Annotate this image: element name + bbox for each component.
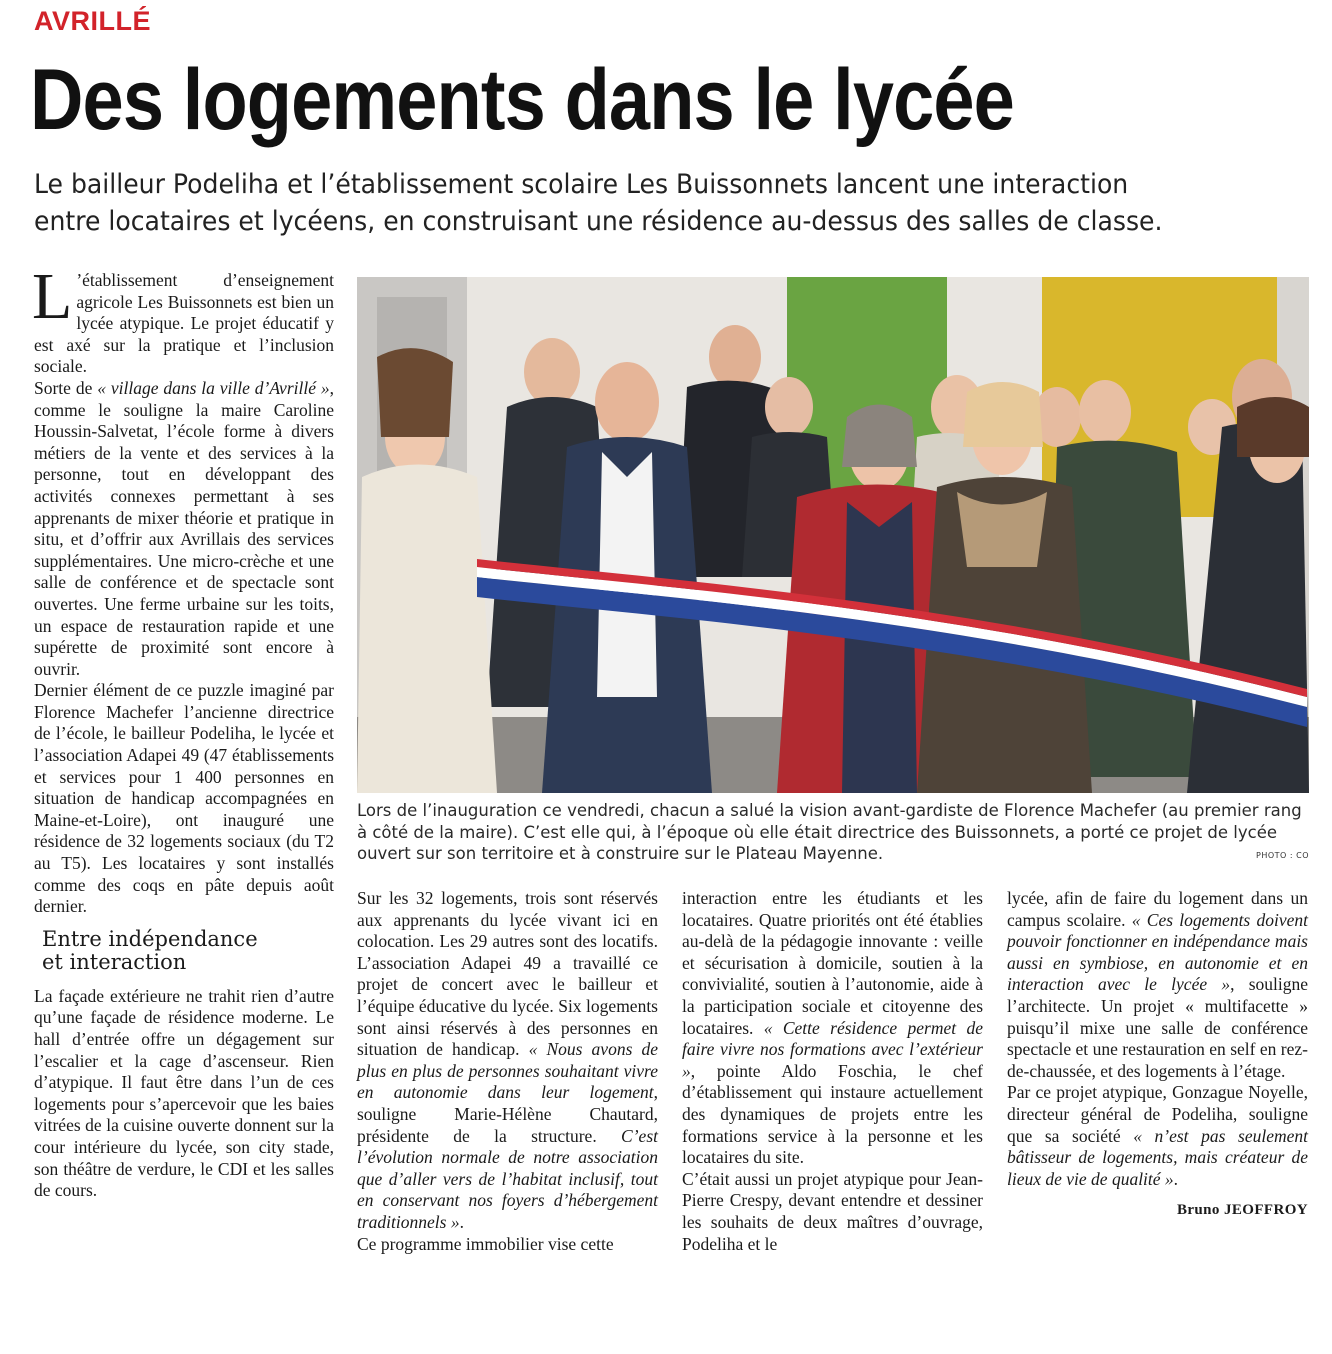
quote: « village dans la ville d’Avrillé » [97, 377, 330, 398]
chapo-line-2: entre locataires et lycéens, en construisant une résidence au-dessus des salles de classe. [34, 206, 1163, 237]
paragraph: La façade extérieure ne trahit rien d’autre qu’une façade de résidence moderne. Le hall d’entrée offre un dégagement sur l’escalier et la cage d’ascenseur. Rien d’atypique. Il faut être dans l’un de ces logements pour s’apercevoir que les baies vitrées de la cuisine ouverte donnent sur la cour intérieure du lycée, son city stade, son théâtre de verdure, le CDI et les salles de cours. [34, 985, 334, 1201]
inauguration-photo [357, 277, 1309, 793]
paragraph [357, 888, 658, 1234]
photo-illustration [357, 277, 1309, 793]
paragraph: C’était aussi un projet atypique pour Jean-Pierre Crespy, devant entendre et dessiner les souhaits de deux maîtres d’ouvrage, Podeliha et le [682, 1168, 983, 1254]
paragraph-text: , souligne l’architecte. Un projet « multifacette » puisqu’il mixe une salle de conférence spectacle et une restauration en self en rez-de-chaussée, et des logements à l’étage. [1007, 974, 1309, 1081]
quote: « Cette résidence permet de faire vivre nos formations avec l’extérieur » [682, 1017, 983, 1081]
paragraph-text: . [1173, 1168, 1179, 1189]
column-1 [32, 260, 334, 1202]
paragraph-text: lycée, afin de faire du logement dans un campus scolaire. [1007, 888, 1308, 930]
quote: « Nous avons de plus en plus de personnes souhaitant vivre en autonomie dans leur logement [357, 1039, 658, 1103]
intertitle-line: et interaction [42, 949, 187, 974]
column-3 [682, 888, 983, 1255]
kicker-location: AVRILLÉ [34, 6, 151, 36]
intertitle-line: Entre indépendance [42, 926, 258, 951]
paragraph: Ce programme immobilier vise cette [357, 1233, 614, 1254]
paragraph-text: interaction entre les étudiants et les locataires. Quatre priorités ont été établies au-delà de la pédagogie innovante : veille et sécurisation à domicile, soutien à la convivialité, soutien à l’autonomie, aide à la participation sociale et citoyenne des locataires. [682, 888, 983, 1038]
column-4 [1007, 888, 1308, 1222]
paragraph-text: , comme le souligne la maire Caroline Houssin-Salvetat, l’école forme à divers métiers de la vente et des services à la personne, tout en développant des activités connexes permettant à ses apprenants de mixer théorie et pratique in situ, et d’offrir aux Avrillais des services supplémentaires. Une micro-crèche et une salle de conférence et de spectacle sont ouvertes. Une ferme urbaine sur les toits, un espace de restauration rapide et une supérette de proximité sont encore à ouvrir. [34, 377, 334, 679]
quote: « n’est pas seulement bâtisseur de logements, mais créateur de lieux de vie de qualité » [1007, 1125, 1308, 1189]
column-2 [357, 888, 658, 1255]
quote: « Ces logements doivent pouvoir fonctionner en indépendance mais aussi en symbiose, en autonomie et en interaction avec le lycée » [1007, 909, 1309, 995]
paragraph-text: , souligne Marie-Hélène Chautard, présidente de la structure. [357, 1082, 658, 1146]
paragraph [682, 888, 983, 1169]
paragraph [1007, 888, 1308, 1082]
photo-credit: PHOTO : CO [1256, 851, 1309, 860]
byline: Bruno JEOFFROY [1176, 1202, 1308, 1219]
paragraph-text: , pointe Aldo Foschia, le chef d’établissement qui instaure actuellement des dynamiques de projets entre les formations service à la personne et les locataires du site. [682, 1060, 983, 1168]
paragraph-text: Par ce projet atypique, Gonzague Noyelle, directeur général de Podeliha, souligne que sa société [1007, 1082, 1308, 1146]
headline: Des logements dans le lycée [30, 52, 1014, 148]
photo-caption: Lors de l’inauguration ce vendredi, chacun a salué la vision avant-gardiste de Florence Machefer (au premier rang à côté de la maire). C’est elle qui, à l’époque où elle était directrice des Buissonnets, a porté ce projet de lycée ouvert sur son territoire et à construire sur le Plateau Mayenne. [357, 801, 1302, 863]
paragraph [32, 260, 334, 378]
quote: C’est l’évolution normale de notre association que d’aller vers de l’habitat inclusif, tout en conservant nos foyers d’hébergement traditionnels » [357, 1125, 658, 1232]
intertitle [42, 928, 334, 974]
paragraph-text: ’établissement d’enseignement agricole Les Buissonnets est bien un lycée atypique. Le projet éducatif y est axé sur la pratique et l’inclusion sociale. [34, 270, 334, 377]
paragraph [1007, 1082, 1308, 1190]
paragraph [34, 378, 334, 680]
drop-cap: L [32, 260, 73, 333]
paragraph: Dernier élément de ce puzzle imaginé par Florence Machefer l’ancienne directrice de l’école, le bailleur Podeliha, le lycée et l’association Adapei 49 (47 établissements et services pour 1 400 personnes en situation de handicap accompagnées en Maine-et-Loire), ont inauguré une résidence de 32 logements sociaux (du T2 au T5). Les locataires y sont installés comme des coqs en pâte depuis août dernier. [34, 680, 334, 917]
paragraph-text: Sorte de [34, 377, 98, 398]
paragraph-text: . [459, 1211, 464, 1232]
paragraph-text: Sur les 32 logements, trois sont réservés aux apprenants du lycée vivant ici en colocation. Les 29 autres sont des locatifs. L’association Adapei 49 a travaillé ce projet de concert avec le bailleur et l’équipe éducative du lycée. Six logements sont ainsi réservés à des personnes en situation de handicap. [357, 888, 658, 1060]
chapo-line-1: Le bailleur Podeliha et l’établissement scolaire Les Buissonnets lancent une interaction [34, 169, 1129, 200]
chapo [34, 166, 1224, 240]
